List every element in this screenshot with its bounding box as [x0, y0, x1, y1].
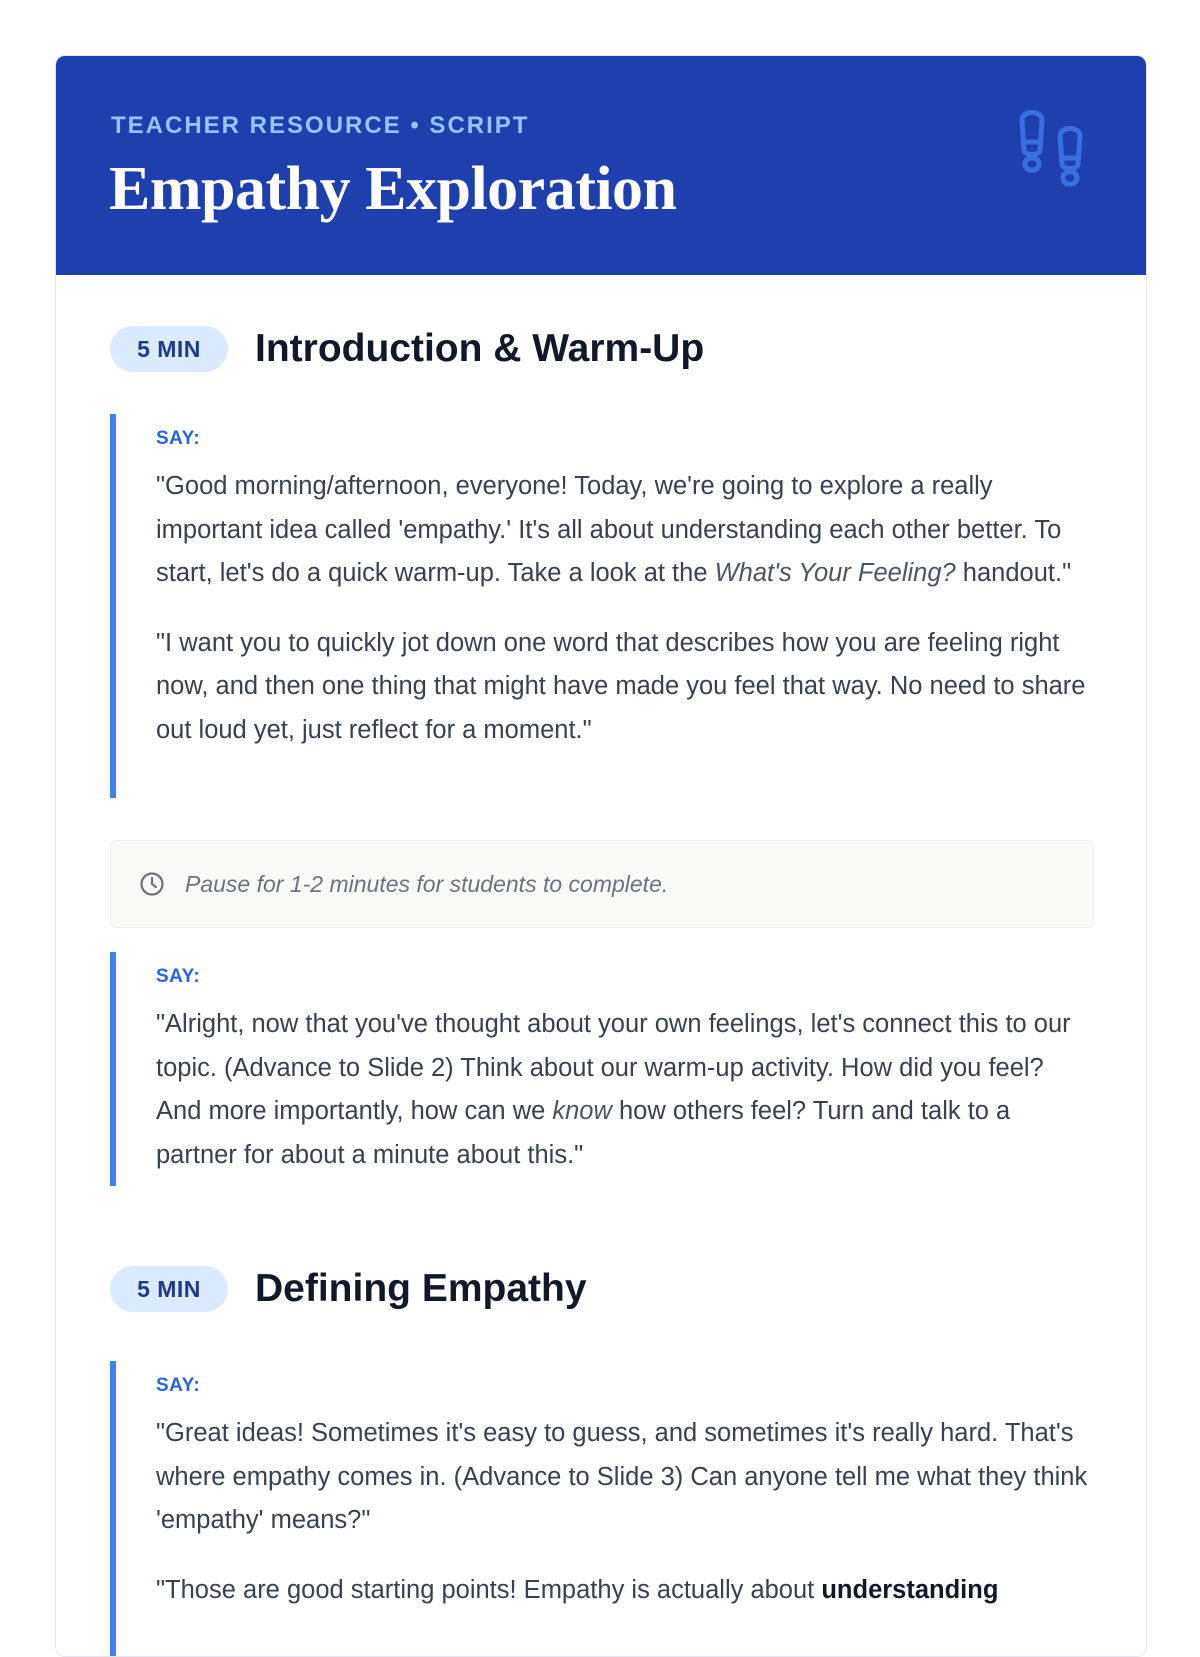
handout-title: What's Your Feeling?	[714, 559, 956, 587]
say-label: SAY:	[156, 966, 201, 987]
say-paragraph: "Great ideas! Sometimes it's easy to guess, and sometimes it's really hard. That's where empathy comes in. (Advance to Slide 3) Can anyone tell me what they think 'empathy' means?"	[156, 1419, 1088, 1534]
say-paragraph: "Those are good starting points! Empathy is actually about understanding	[156, 1575, 999, 1604]
say-paragraph: "Good morning/afternoon, everyone! Today, we're going to explore a really important idea called 'empathy.' It's all about understanding each other better. To start, let's do a quick warm-up. Take a look at the What's Your Feeling? handout."	[156, 472, 1072, 587]
section-header	[110, 1265, 1094, 1313]
section-header	[110, 325, 1094, 373]
emphasis-understanding: understanding	[821, 1575, 999, 1604]
section-introduction	[110, 325, 1094, 373]
emphasis-know: know	[552, 1097, 612, 1125]
header-banner	[56, 56, 1146, 275]
say-label: SAY:	[156, 428, 201, 449]
section-defining-empathy	[110, 1265, 1094, 1313]
say-block	[110, 1361, 1094, 1657]
pause-note-text: Pause for 1-2 minutes for students to complete.	[185, 870, 669, 897]
pause-note	[110, 840, 1094, 928]
section-title: Defining Empathy	[255, 1267, 587, 1310]
say-paragraph: "I want you to quickly jot down one word that describes how you are feeling right now, and then one thing that might have made you feel that way. No need to share out loud yet, just reflect for a moment."	[156, 628, 1086, 744]
say-label: SAY:	[156, 1375, 201, 1396]
resource-eyebrow: TEACHER RESOURCE • SCRIPT	[111, 112, 530, 139]
clock-icon	[139, 871, 165, 897]
footprints-icon	[1016, 108, 1088, 188]
say-block	[110, 414, 1094, 798]
duration-badge: 5 MIN	[110, 326, 228, 372]
say-block	[110, 952, 1094, 1186]
script-card	[55, 55, 1147, 1657]
section-title: Introduction & Warm-Up	[255, 327, 705, 370]
duration-badge: 5 MIN	[110, 1266, 228, 1312]
page-title: Empathy Exploration	[109, 155, 677, 223]
say-paragraph: "Alright, now that you've thought about your own feelings, let's connect this to our topic. (Advance to Slide 2) Think about our warm-up activity. How did you feel? And more importantly, how can we know how others feel? Turn and talk to a partner for about a minute about this."	[156, 1010, 1071, 1169]
